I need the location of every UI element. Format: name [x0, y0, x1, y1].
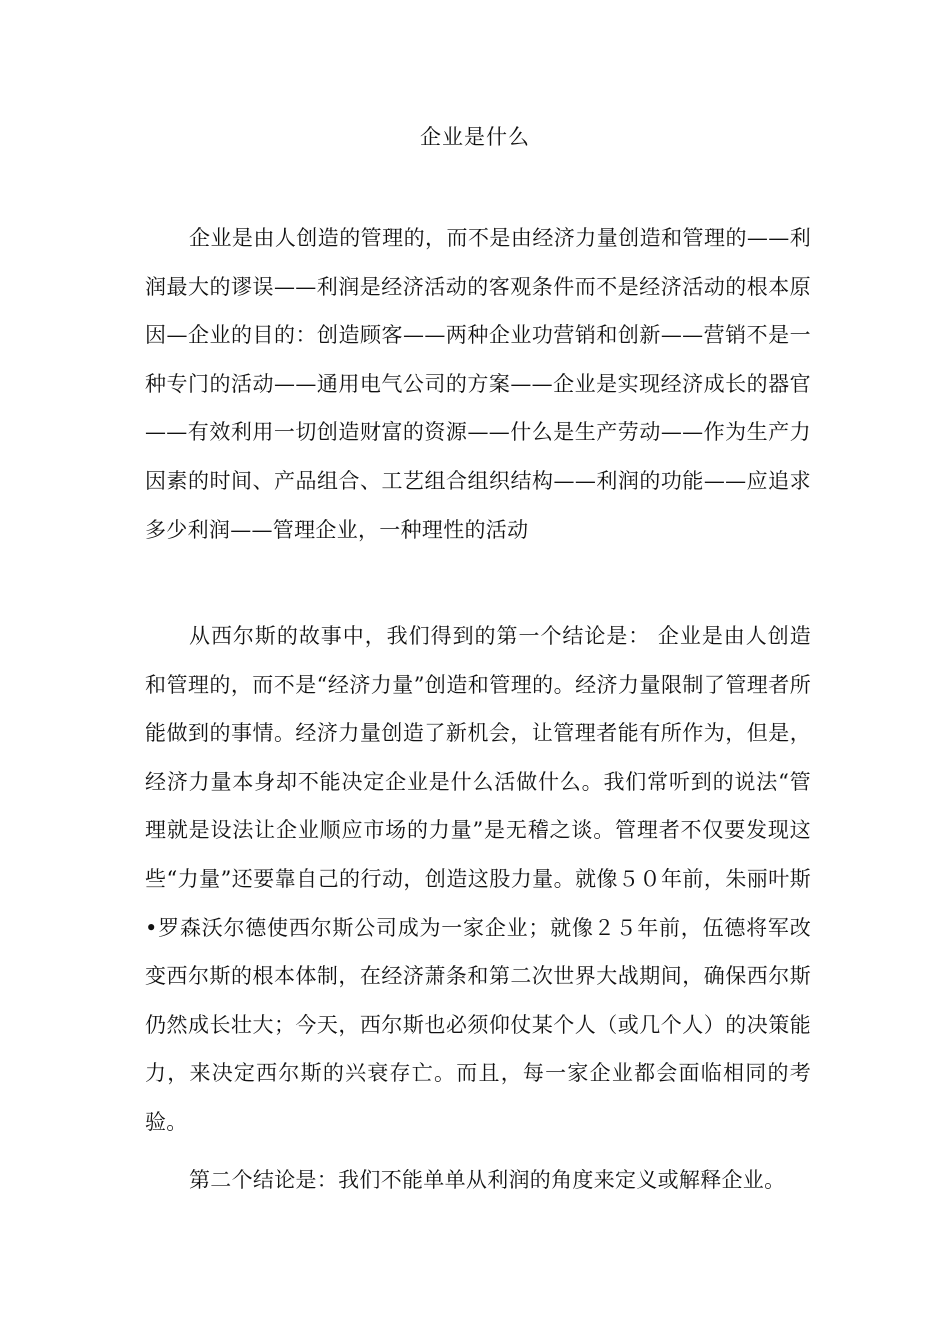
document-title: 企业是什么	[420, 125, 530, 149]
body-paragraph: 第二个结论是：我们不能单单从利润的角度来定义或解释企业。	[189, 1168, 786, 1192]
summary-paragraph: 企业是由人创造的管理的，而不是由经济力量创造和管理的——利润最大的谬误——利润是经济活动的客观条件而不是经济活动的根本原因—企业的目的：创造顾客——两种企业功营销和创新——营销不是一种专门的活动——通用电气公司的方案——企业是实现经济成长的器官——有效利用一切创造财富的资源——什么是生产劳动——作为生产力因素的时间、产品组合、工艺组合组织结构——利润的功能——应追求多少利润——管理企业，一种理性的活动	[145, 226, 811, 542]
body-paragraph: 从西尔斯的故事中，我们得到的第一个结论是： 企业是由人创造和管理的，而不是“经济力量”创造和管理的。经济力量限制了管理者所能做到的事情。经济力量创造了新机会，让管理者能有所作为，但是，经济力量本身却不能决定企业是什么活做什么。我们常听到的说法“管理就是设法让企业顺应市场的力量”是无稽之谈。管理者不仅要发现这些“力量”还要靠自己的行动，创造这股力量。就像５０年前，朱丽叶斯•罗森沃尔德使西尔斯公司成为一家企业；就像２５年前，伍德将军改变西尔斯的根本体制，在经济萧条和第二次世界大战期间，确保西尔斯仍然成长壮大；今天，西尔斯也必须仰仗某个人（或几个人）的决策能力，来决定西尔斯的兴衰存亡。而且，每一家企业都会面临相同的考验。	[145, 624, 811, 1134]
